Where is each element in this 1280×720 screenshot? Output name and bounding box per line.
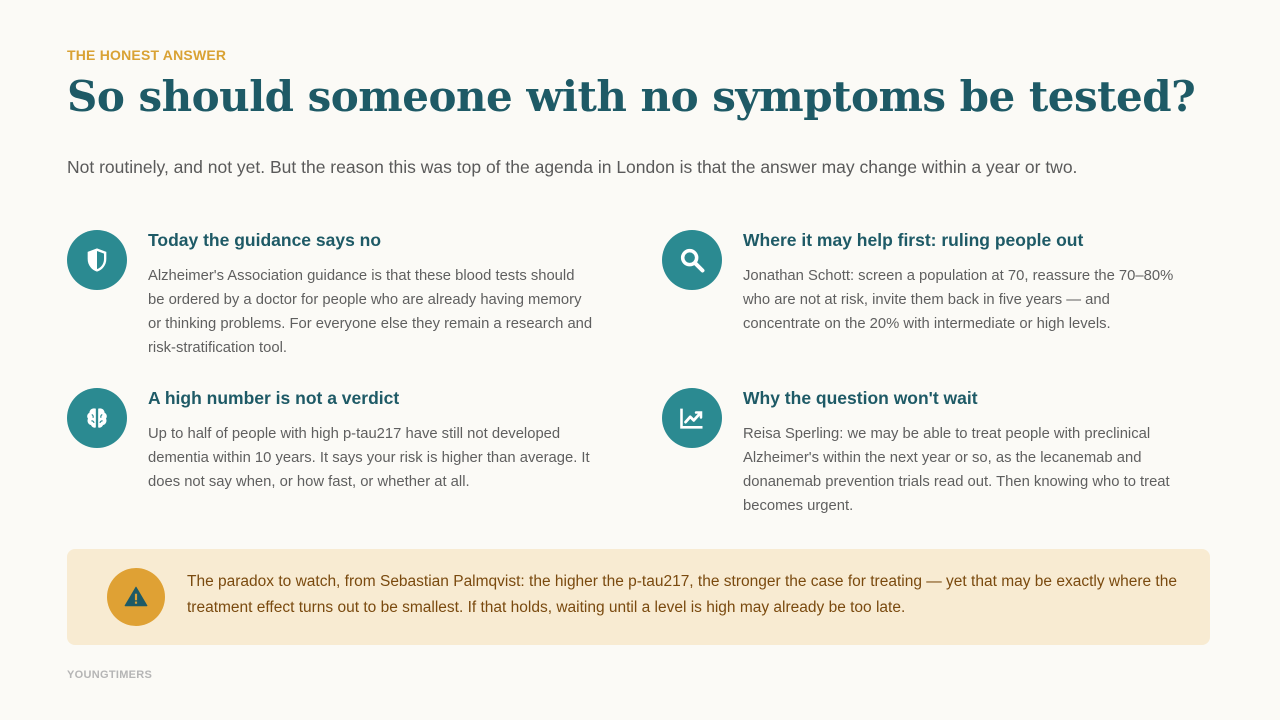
footer-brand: YOUNGTIMERS	[67, 669, 153, 681]
card-body: Reisa Sperling: we may be able to treat people with preclinical Alzheimer's within the next year or so, as the lecanemab and donanemab prevention trials read out. Then knowing who to treat becomes urgent.	[743, 426, 1170, 514]
card-heading: Where it may help first: ruling people out	[743, 230, 1084, 250]
brain-icon	[67, 388, 127, 448]
warning-icon	[107, 568, 165, 626]
eyebrow-label: THE HONEST ANSWER	[67, 47, 227, 63]
paradox-callout	[67, 549, 1210, 645]
callout-text: The paradox to watch, from Sebastian Palmqvist: the higher the p-tau217, the stronger the case for treating — yet that may be exactly where the treatment effect turns out to be smallest. If that holds, waiting until a level is high may already be too late.	[187, 573, 1177, 616]
card-body: Alzheimer's Association guidance is that these blood tests should be ordered by a doctor for people who are already having memory or thinking problems. For everyone else they remain a research and risk-stratification tool.	[148, 268, 593, 356]
search-icon	[662, 230, 722, 290]
lede-text: Not routinely, and not yet. But the reason this was top of the agenda in London is that the answer may change within a year or two.	[67, 157, 1078, 177]
card-heading: Today the guidance says no	[148, 230, 382, 250]
trend-up-icon	[662, 388, 722, 448]
card-heading: Why the question won't wait	[743, 388, 978, 408]
page-title: So should someone with no symptoms be tested?	[67, 72, 1196, 121]
card-body: Up to half of people with high p-tau217 have still not developed dementia within 10 years. It says your risk is higher than average. It does not say when, or how fast, or whether at all.	[148, 426, 590, 490]
shield-icon	[67, 230, 127, 290]
card-body: Jonathan Schott: screen a population at 70, reassure the 70–80% who are not at risk, invite them back in five years — and concentrate on the 20% with intermediate or high levels.	[743, 268, 1174, 332]
card-heading: A high number is not a verdict	[148, 388, 400, 408]
